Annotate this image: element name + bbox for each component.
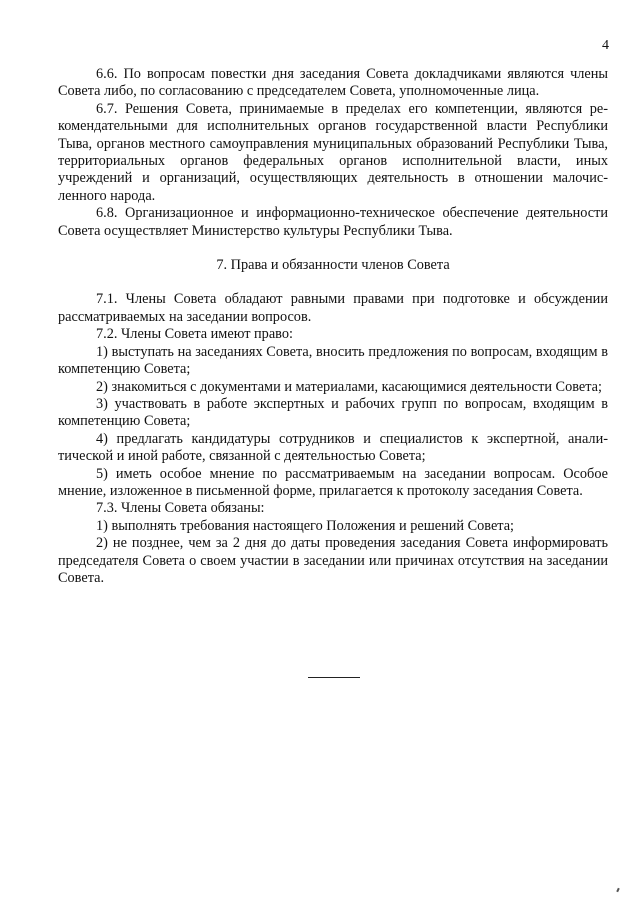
rights-item-2: 2) знакомиться с документами и материалами, касающимися деятельности Совета;: [96, 378, 602, 395]
rights-item-3: 3) участвовать в работе экспертных и рабочих групп по вопросам, входящим в компетенцию Совета;: [58, 395, 608, 430]
rights-item-5: 5) иметь особое мнение по рассматриваемым на заседании вопросам. Особое мнение, изложенное в письменной форме, прилагается к протоколу заседания Совета.: [58, 465, 608, 499]
paragraph-7-1: 7.1. Члены Совета обладают равными правами при подготовке и обсуждении рассматриваемых на заседании вопросов.: [58, 291, 608, 325]
scan-mark: [616, 888, 620, 892]
paragraph-7-2: 7.2. Члены Совета имеют право:: [96, 326, 293, 343]
paragraph-6-7: 6.7. Решения Совета, принимаемые в пределах его компетенции, являются рекомендательными для исполнительных органов государственной власти Республики Тыва, органов местного самоуправления муниципальных образований Республики Тыва, территориальных органов федеральных органов исполнительной власти, иных учреждений и организаций, осуществляющих деятельность в отношении малочисленного народа.: [58, 100, 608, 204]
end-of-document-rule: [308, 677, 360, 678]
paragraph-6-6: 6.6. По вопросам повестки дня заседания Совета докладчиками являются члены Совета либо, по согласованию с председателем Совета, уполномоченные лица.: [58, 66, 608, 100]
duties-item-2: 2) не позднее, чем за 2 дня до даты проведения заседания Совета информировать председателя Совета о своем участии в заседании или причинах отсутствия на заседании Совета.: [58, 535, 608, 586]
paragraph-7-3: 7.3. Члены Совета обязаны:: [96, 500, 265, 517]
section-7-heading: 7. Права и обязанности членов Совета: [216, 257, 450, 274]
rights-item-1: 1) выступать на заседаниях Совета, вносить предложения по вопросам, входящим в компетенцию Совета;: [58, 343, 608, 378]
paragraph-6-8: 6.8. Организационное и информационно-техническое обеспечение деятельности Совета осуществляет Министерство культуры Республики Тыва.: [58, 205, 608, 239]
rights-item-4: 4) предлагать кандидатуры сотрудников и специалистов к экспертной, аналитической и иной работе, связанной с деятельностью Совета;: [58, 430, 608, 465]
page-number: 4: [602, 38, 609, 53]
document-body: [58, 66, 608, 587]
duties-item-1: 1) выполнять требования настоящего Положения и решений Совета;: [96, 517, 515, 534]
